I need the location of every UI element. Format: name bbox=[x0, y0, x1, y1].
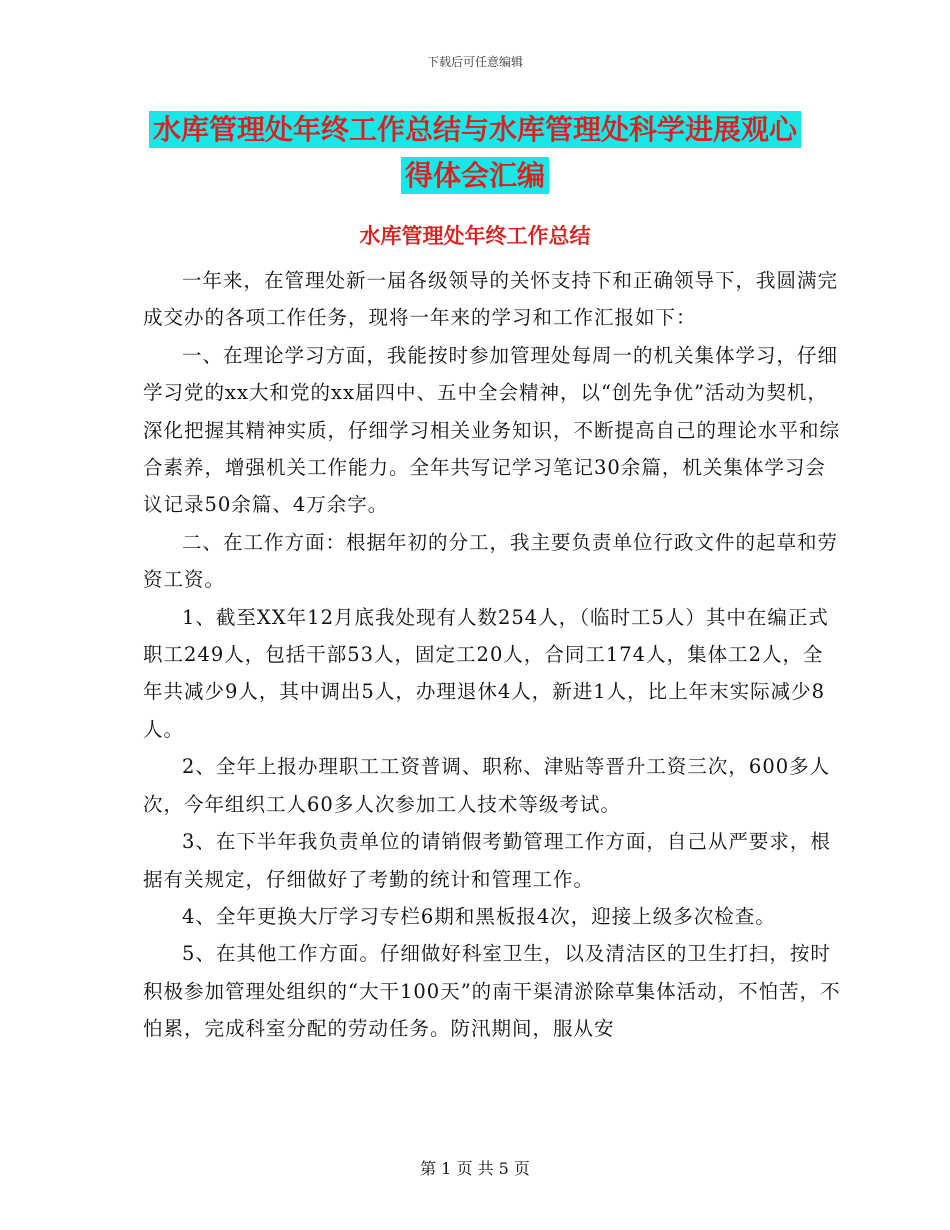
document-title-line-2: 得体会汇编 bbox=[0, 150, 950, 202]
paragraph: 二、在工作方面：根据年初的分工，我主要负责单位行政文件的起草和劳资工资。 bbox=[143, 530, 839, 592]
paragraph: 4、全年更换大厅学习专栏6期和黑板报4次，迎接上级多次检查。 bbox=[182, 904, 776, 928]
document-body bbox=[143, 262, 843, 1048]
paragraph: 1、截至XX年12月底我处现有人数254人，（临时工5人）其中在编正式职工249人，包括干部53人，固定工20人，合同工174人，集体工2人，全年共减少9人，其中调出5人，办理退休4人，新进1人，比上年末实际减少8人。 bbox=[143, 605, 829, 741]
paragraph: 5、在其他工作方面。仔细做好科室卫生，以及清洁区的卫生打扫，按时积极参加管理处组织的“大干100天”的南干渠清淤除草集体活动，不怕苦，不怕累，完成科室分配的劳动任务。防汛期间，服从安 bbox=[143, 942, 841, 1041]
paragraph: 一年来，在管理处新一届各级领导的关怀支持下和正确领导下，我圆满完成交办的各项工作任务，现将一年来的学习和工作汇报如下： bbox=[143, 269, 839, 330]
paragraph: 2、全年上报办理职工工资普调、职称、津贴等晋升工资三次，600多人次，今年组织工人60多人次参加工人技术等级考试。 bbox=[143, 755, 831, 816]
page-number: 第 1 页 共 5 页 bbox=[420, 1159, 530, 1178]
header-note: 下载后可任意编辑 bbox=[426, 55, 523, 69]
document-title-line-1: 水库管理处年终工作总结与水库管理处科学进展观心 bbox=[0, 104, 950, 156]
paragraph: 一、在理论学习方面，我能按时参加管理处每周一的机关集体学习，仔细学习党的xx大和党的xx届四中、五中全会精神，以“创先争优”活动为契机，深化把握其精神实质，仔细学习相关业务知识，不断提高自己的理论水平和综合素养，增强机关工作能力。全年共写记学习笔记30余篇，机关集体学习会议记录50余篇、4万余字。 bbox=[143, 343, 841, 517]
section-title: 水库管理处年终工作总结 bbox=[359, 224, 591, 248]
paragraph: 3、在下半年我负责单位的请销假考勤管理工作方面，自己从严要求，根据有关规定，仔细做好了考勤的统计和管理工作。 bbox=[143, 830, 831, 891]
